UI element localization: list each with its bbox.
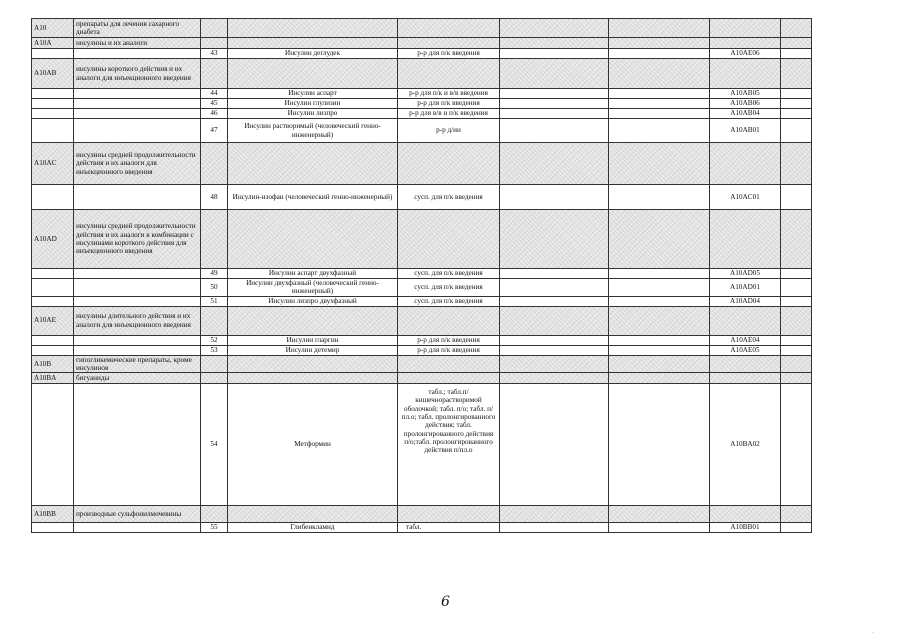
empty-cell <box>74 109 201 119</box>
empty-cell <box>201 38 228 49</box>
empty-cell <box>781 335 812 345</box>
empty-cell <box>781 19 812 38</box>
empty-cell <box>781 143 812 185</box>
empty-cell <box>781 345 812 355</box>
group-row <box>32 38 812 49</box>
empty-cell <box>32 335 74 345</box>
empty-cell <box>201 59 228 89</box>
empty-cell <box>781 296 812 306</box>
atc-group-name: производные сульфонилмочевины <box>74 506 201 523</box>
drug-number: 48 <box>201 185 228 210</box>
empty-cell <box>609 143 710 185</box>
empty-cell <box>32 119 74 143</box>
empty-cell <box>228 59 398 89</box>
empty-cell <box>32 279 74 297</box>
drug-row <box>32 279 812 297</box>
empty-cell <box>609 109 710 119</box>
scan-corner-mark: · <box>872 630 874 636</box>
empty-cell <box>228 506 398 523</box>
empty-cell <box>32 99 74 109</box>
empty-cell <box>781 523 812 533</box>
empty-cell <box>500 109 609 119</box>
empty-cell <box>609 210 710 269</box>
atc-code: A10AB05 <box>710 89 781 99</box>
drug-list-sheet <box>31 18 812 533</box>
empty-cell <box>500 49 609 59</box>
empty-cell <box>500 185 609 210</box>
empty-cell <box>609 335 710 345</box>
empty-cell <box>781 279 812 297</box>
empty-cell <box>500 523 609 533</box>
atc-group-code: A10B <box>32 355 74 373</box>
empty-cell <box>500 38 609 49</box>
drug-table <box>31 18 812 533</box>
drug-row <box>32 296 812 306</box>
drug-row <box>32 119 812 143</box>
empty-cell <box>500 143 609 185</box>
empty-cell <box>228 210 398 269</box>
empty-cell <box>500 345 609 355</box>
empty-cell <box>710 373 781 384</box>
atc-group-code: A10BA <box>32 373 74 384</box>
empty-cell <box>228 306 398 335</box>
atc-code: A10AE05 <box>710 345 781 355</box>
drug-number: 44 <box>201 89 228 99</box>
dosage-form: сусп. для п/к введения <box>398 296 500 306</box>
drug-row <box>32 185 812 210</box>
drug-row <box>32 345 812 355</box>
empty-cell <box>398 143 500 185</box>
empty-cell <box>609 523 710 533</box>
empty-cell <box>500 89 609 99</box>
drug-name: Инсулин глулизин <box>228 99 398 109</box>
empty-cell <box>781 99 812 109</box>
drug-number: 54 <box>201 384 228 506</box>
empty-cell <box>500 59 609 89</box>
atc-code: A10AD01 <box>710 279 781 297</box>
empty-cell <box>609 185 710 210</box>
empty-cell <box>398 373 500 384</box>
atc-group-name: инсулины и их аналоги <box>74 38 201 49</box>
group-row <box>32 306 812 335</box>
empty-cell <box>781 89 812 99</box>
empty-cell <box>609 345 710 355</box>
empty-cell <box>32 185 74 210</box>
empty-cell <box>609 19 710 38</box>
empty-cell <box>500 384 609 506</box>
drug-row <box>32 109 812 119</box>
empty-cell <box>781 384 812 506</box>
empty-cell <box>74 269 201 279</box>
atc-code: A10AB01 <box>710 119 781 143</box>
atc-group-name: инсулины средней продолжительности действия и их аналоги в комбинации с инсулинами короткого действия для инъекционного введения <box>74 210 201 269</box>
dosage-form: р-р для п/к и в/в введения <box>398 89 500 99</box>
drug-row <box>32 269 812 279</box>
empty-cell <box>609 89 710 99</box>
empty-cell <box>32 384 74 506</box>
atc-group-code: A10A <box>32 38 74 49</box>
empty-cell <box>609 384 710 506</box>
empty-cell <box>781 210 812 269</box>
drug-row <box>32 523 812 533</box>
atc-group-code: A10BB <box>32 506 74 523</box>
drug-name: Инсулин растворимый (человеческий генно-инженерный) <box>228 119 398 143</box>
group-row <box>32 143 812 185</box>
drug-row <box>32 99 812 109</box>
empty-cell <box>398 38 500 49</box>
empty-cell <box>710 143 781 185</box>
empty-cell <box>74 523 201 533</box>
dosage-form: сусп. для п/к введения <box>398 269 500 279</box>
empty-cell <box>500 210 609 269</box>
empty-cell <box>32 89 74 99</box>
empty-cell <box>398 59 500 89</box>
dosage-form: р-р для п/к введения <box>398 335 500 345</box>
empty-cell <box>609 306 710 335</box>
drug-number: 45 <box>201 99 228 109</box>
drug-number: 53 <box>201 345 228 355</box>
empty-cell <box>710 306 781 335</box>
drug-name: Инсулин детемир <box>228 345 398 355</box>
empty-cell <box>609 355 710 373</box>
dosage-form: р-р д/ин <box>398 119 500 143</box>
dosage-form: табл.; табл.п/кишечнорастворимой оболочкой; табл. п/о; табл. п/пл.о; табл. пролонгированного действия; табл. пролонгированного действия п/о;табл. пролонгированного действия п/пл.о <box>398 384 500 506</box>
empty-cell <box>710 506 781 523</box>
empty-cell <box>398 306 500 335</box>
empty-cell <box>781 38 812 49</box>
atc-group-name: препараты для лечения сахарного диабета <box>74 19 201 38</box>
empty-cell <box>781 119 812 143</box>
dosage-form: сусп. для п/к введения <box>398 279 500 297</box>
empty-cell <box>781 185 812 210</box>
drug-name: Метформин <box>228 384 398 506</box>
empty-cell <box>500 99 609 109</box>
dosage-form: р-р для п/к введения <box>398 49 500 59</box>
empty-cell <box>74 49 201 59</box>
empty-cell <box>781 306 812 335</box>
empty-cell <box>74 345 201 355</box>
atc-code: A10AD04 <box>710 296 781 306</box>
atc-group-code: A10AC <box>32 143 74 185</box>
empty-cell <box>609 119 710 143</box>
atc-code: A10AB06 <box>710 99 781 109</box>
group-row <box>32 355 812 373</box>
empty-cell <box>500 279 609 297</box>
dosage-form: р-р для в/в и п/к введения <box>398 109 500 119</box>
dosage-form: табл. <box>398 523 500 533</box>
drug-row <box>32 49 812 59</box>
drug-number: 52 <box>201 335 228 345</box>
empty-cell <box>228 355 398 373</box>
dosage-form: р-р для п/к введения <box>398 345 500 355</box>
empty-cell <box>228 38 398 49</box>
atc-group-code: A10AB <box>32 59 74 89</box>
empty-cell <box>781 506 812 523</box>
empty-cell <box>228 373 398 384</box>
empty-cell <box>710 355 781 373</box>
empty-cell <box>74 119 201 143</box>
atc-group-name: инсулины средней продолжительности действия и их аналоги для инъекционного введения <box>74 143 201 185</box>
empty-cell <box>32 345 74 355</box>
empty-cell <box>781 269 812 279</box>
dosage-form: р-р для п/к введения <box>398 99 500 109</box>
drug-number: 49 <box>201 269 228 279</box>
atc-code: A10AB04 <box>710 109 781 119</box>
empty-cell <box>74 99 201 109</box>
empty-cell <box>500 506 609 523</box>
empty-cell <box>201 355 228 373</box>
atc-group-code: A10AE <box>32 306 74 335</box>
drug-number: 50 <box>201 279 228 297</box>
empty-cell <box>781 109 812 119</box>
drug-row <box>32 335 812 345</box>
page-number: 6 <box>441 594 450 610</box>
group-row <box>32 373 812 384</box>
atc-code: A10BB01 <box>710 523 781 533</box>
drug-row <box>32 384 812 506</box>
drug-name: Глибенкламид <box>228 523 398 533</box>
empty-cell <box>500 119 609 143</box>
drug-name: Инсулин гларгин <box>228 335 398 345</box>
empty-cell <box>74 384 201 506</box>
drug-name: Инсулин двухфазный (человеческий генно-инженерный) <box>228 279 398 297</box>
empty-cell <box>201 373 228 384</box>
empty-cell <box>398 19 500 38</box>
empty-cell <box>74 335 201 345</box>
empty-cell <box>609 506 710 523</box>
empty-cell <box>201 19 228 38</box>
dosage-form: сусп. для п/к введения <box>398 185 500 210</box>
empty-cell <box>201 210 228 269</box>
group-row <box>32 506 812 523</box>
empty-cell <box>201 506 228 523</box>
empty-cell <box>710 19 781 38</box>
empty-cell <box>500 19 609 38</box>
empty-cell <box>781 59 812 89</box>
group-row <box>32 210 812 269</box>
empty-cell <box>609 59 710 89</box>
atc-code: A10AC01 <box>710 185 781 210</box>
empty-cell <box>32 523 74 533</box>
drug-number: 51 <box>201 296 228 306</box>
empty-cell <box>609 49 710 59</box>
empty-cell <box>500 373 609 384</box>
atc-group-code: A10AD <box>32 210 74 269</box>
atc-group-name: инсулины короткого действия и их аналоги для инъекционного введения <box>74 59 201 89</box>
empty-cell <box>500 355 609 373</box>
empty-cell <box>32 49 74 59</box>
drug-name: Инсулин лизпро двухфазный <box>228 296 398 306</box>
empty-cell <box>781 355 812 373</box>
empty-cell <box>609 373 710 384</box>
empty-cell <box>201 306 228 335</box>
drug-name: Инсулин аспарт двухфазный <box>228 269 398 279</box>
empty-cell <box>398 210 500 269</box>
group-row <box>32 59 812 89</box>
empty-cell <box>500 306 609 335</box>
empty-cell <box>500 269 609 279</box>
empty-cell <box>609 99 710 109</box>
empty-cell <box>32 269 74 279</box>
empty-cell <box>710 59 781 89</box>
drug-number: 55 <box>201 523 228 533</box>
empty-cell <box>710 210 781 269</box>
atc-code: A10BA02 <box>710 384 781 506</box>
atc-code: A10AD05 <box>710 269 781 279</box>
empty-cell <box>609 279 710 297</box>
empty-cell <box>74 89 201 99</box>
empty-cell <box>74 279 201 297</box>
empty-cell <box>781 49 812 59</box>
drug-name: Инсулин-изофан (человеческий генно-инженерный) <box>228 185 398 210</box>
atc-code: A10AE04 <box>710 335 781 345</box>
empty-cell <box>710 38 781 49</box>
drug-number: 46 <box>201 109 228 119</box>
empty-cell <box>74 185 201 210</box>
drug-number: 47 <box>201 119 228 143</box>
empty-cell <box>32 296 74 306</box>
empty-cell <box>228 143 398 185</box>
empty-cell <box>609 269 710 279</box>
drug-row <box>32 89 812 99</box>
group-row <box>32 19 812 38</box>
empty-cell <box>74 296 201 306</box>
empty-cell <box>500 335 609 345</box>
atc-group-name: гипогликемические препараты, кроме инсулинов <box>74 355 201 373</box>
empty-cell <box>609 296 710 306</box>
empty-cell <box>228 19 398 38</box>
empty-cell <box>398 506 500 523</box>
drug-name: Инсулин аспарт <box>228 89 398 99</box>
empty-cell <box>201 143 228 185</box>
drug-name: Инсулин лизпро <box>228 109 398 119</box>
drug-number: 43 <box>201 49 228 59</box>
atc-group-name: инсулины длительного действия и их аналоги для инъекционного введения <box>74 306 201 335</box>
empty-cell <box>609 38 710 49</box>
atc-group-name: бигуаниды <box>74 373 201 384</box>
empty-cell <box>398 355 500 373</box>
atc-code: A10AE06 <box>710 49 781 59</box>
atc-group-code: A10 <box>32 19 74 38</box>
empty-cell <box>32 109 74 119</box>
empty-cell <box>500 296 609 306</box>
drug-name: Инсулин деглудек <box>228 49 398 59</box>
empty-cell <box>781 373 812 384</box>
